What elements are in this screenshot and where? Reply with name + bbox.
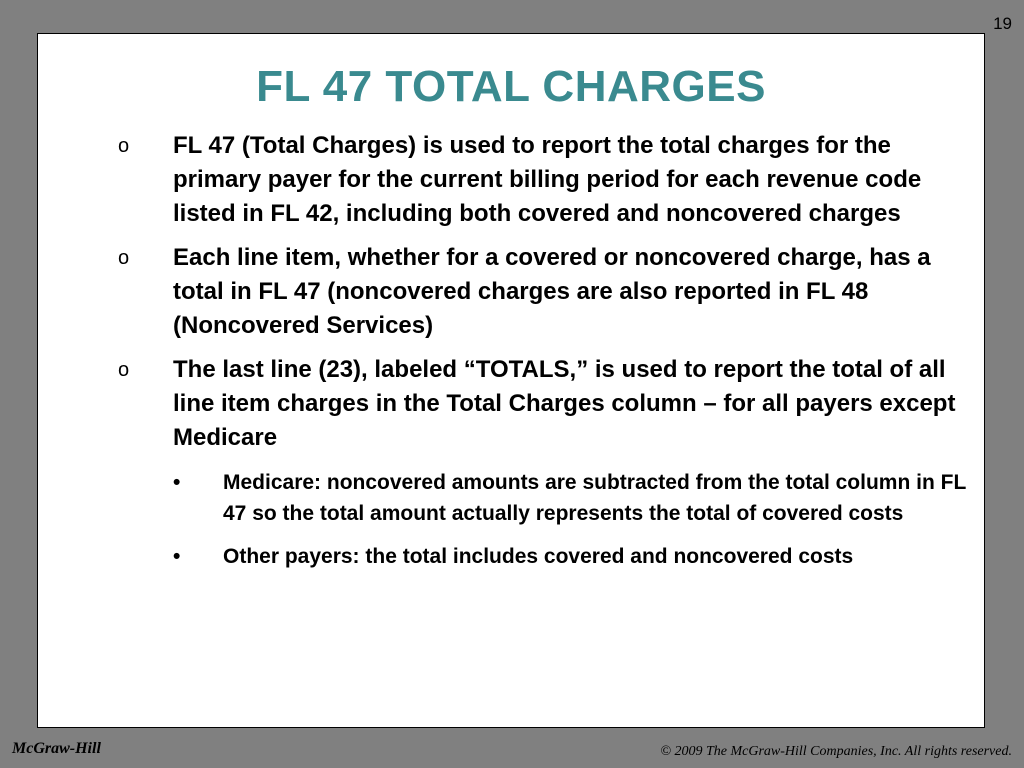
sub-bullet-item	[173, 541, 968, 572]
sub-bullet-text: Medicare: noncovered amounts are subtracted from the total column in FL 47 so the total amount actually represents the total of covered costs	[223, 471, 966, 525]
bullet-item	[118, 241, 968, 343]
sub-bullet-list	[173, 467, 968, 572]
publisher-label: McGraw-Hill	[12, 740, 101, 757]
sub-bullet-text: Other payers: the total includes covered and noncovered costs	[223, 545, 854, 568]
slide-number: 19	[993, 14, 1012, 33]
bullet-item	[118, 129, 968, 231]
dot-bullet-icon: •	[173, 545, 181, 568]
bullet-text: FL 47 (Total Charges) is used to report the total charges for the primary payer for the current billing period for each revenue code listed in FL 42, including both covered and noncovered charges	[173, 132, 922, 227]
bullet-text: Each line item, whether for a covered or noncovered charge, has a total in FL 47 (noncovered charges are also reported in FL 48 (Noncovered Services)	[173, 244, 931, 339]
hollow-bullet-icon: o	[118, 247, 130, 269]
bullet-text: The last line (23), labeled “TOTALS,” is used to report the total of all line item charges in the Total Charges column – for all payers except Medicare	[173, 356, 956, 451]
hollow-bullet-icon: o	[118, 359, 130, 381]
bullet-item	[118, 353, 968, 572]
slide-title: FL 47 TOTAL CHARGES	[256, 62, 766, 111]
slide-content-panel	[37, 33, 985, 728]
sub-bullet-item	[173, 467, 968, 529]
dot-bullet-icon: •	[173, 471, 181, 494]
bullet-list	[118, 129, 968, 584]
copyright-notice: © 2009 The McGraw-Hill Companies, Inc. All rights reserved.	[660, 744, 1012, 759]
hollow-bullet-icon: o	[118, 135, 130, 157]
